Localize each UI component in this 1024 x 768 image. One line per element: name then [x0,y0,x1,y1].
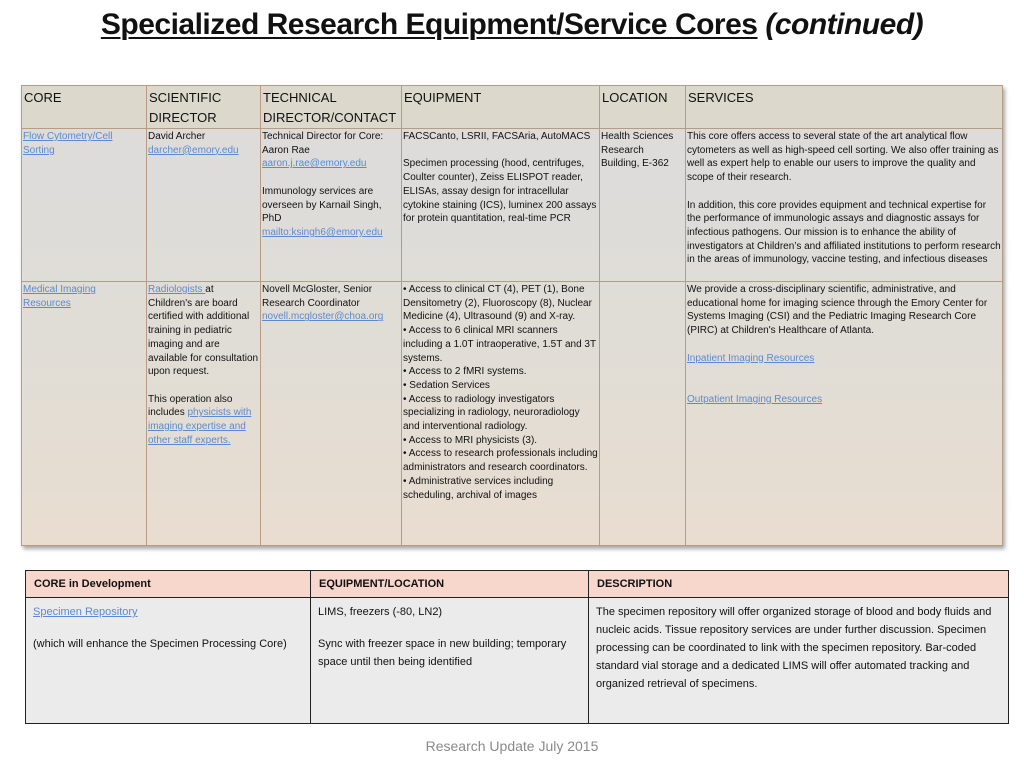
footer-text: Research Update July 2015 [425,738,599,754]
header-scientific-director: SCIENTIFIC DIRECTOR [147,86,261,129]
header-equipment: EQUIPMENT [402,86,600,129]
cell-location [600,282,686,546]
director-name: David Archer [148,131,206,142]
list-item: • Access to radiology investigators specializing in radiology, neuroradiology and interventional radiology. [403,393,580,433]
list-item: • Sedation Services [403,379,490,391]
cores-table-header-row [22,86,1003,129]
table-row-medical-imaging [22,282,1003,546]
services-paragraph-2: In addition, this core provides equipment and technical expertise for the performance of immunologic assays and diagnostic assays for infectious pathogens. Our mission is to enhance the ability of investigators at Children’s and affiliated institutions to perform research in the areas of immunology, vaccine testing, and infectious diseases [687,199,1001,266]
tech-coordinator-text: Novell McGloster, Senior Research Coordinator [262,284,373,309]
cores-table [21,85,1003,546]
services-paragraph-1: This core offers access to several state of the art analytical flow cytometers as well as high-speed cell sorting. We also offer training as well as expert help to enable our users to improve the quality and scope of their research. [687,131,999,184]
description-text: The specimen repository will offer organized storage of blood and body fluids and nucleic acids. Tissue repository services are under further discussion. Specimen processing can be coordinated to link with the specimen repository. Bar-coded standard vial storage and a dedicated LIMS will offer automated tracking and organized retrieval of specimens. [596,606,992,690]
header-equipment-location: EQUIPMENT/LOCATION [311,571,589,598]
cell-equipment-location [311,598,589,724]
tech-director-name: Aaron Rae [262,144,310,156]
cell-technical-director [261,129,402,282]
cell-core [26,598,311,724]
table-row-flow-cytometry [22,129,1003,282]
header-description: DESCRIPTION [589,571,1009,598]
tech-coordinator-email-link[interactable]: novell.mcgloster@choa.org [262,311,384,323]
outpatient-imaging-link[interactable]: Outpatient Imaging Resources [687,393,823,405]
cell-scientific-director [147,129,261,282]
header-services: SERVICES [686,86,1003,129]
inpatient-imaging-link[interactable]: Inpatient Imaging Resources [687,352,815,364]
radiologists-link[interactable]: Radiologists [148,284,206,295]
location-text: Health Sciences Research Building, E-362 [601,131,674,170]
cell-location [600,129,686,282]
list-item: • Administrative services including scheduling, archival of images [403,475,554,501]
physicists-text [148,393,259,448]
equipment-specimen-processing: Specimen processing (hood, centrifuges, Coulter counter), Zeiss ELISPOT reader, ELISAs, assay design for intracellular cytokine staining (ICS), luminex 200 assays for protein quantitation, real-time PCR [403,158,597,225]
page-title-continued: (continued) [765,8,924,41]
cell-scientific-director [147,282,261,546]
header-core: CORE [22,86,147,129]
director-email-link[interactable]: darcher@emory.edu [148,144,239,156]
physicists-link[interactable]: physicists with imaging expertise and other staff experts. [148,407,252,446]
header-location: LOCATION [600,86,686,129]
cell-services [686,129,1003,282]
table-row-specimen-repository [26,598,1009,724]
cell-core [22,282,147,546]
equipment-cytometers: FACSCanto, LSRII, FACSAria, AutoMACS [403,131,591,142]
cell-equipment [402,282,600,546]
cell-technical-director [261,282,402,546]
immunology-oversight-text: Immunology services are overseen by Karnail Singh, PhD [262,185,382,225]
list-item: • Access to 2 fMRI systems. [403,366,527,378]
cell-description [589,598,1009,724]
equipment-text: LIMS, freezers (-80, LN2) [318,606,443,618]
core-note: (which will enhance the Specimen Processing Core) [33,638,287,650]
list-item: • Access to clinical CT (4), PET (1), Bone Densitometry (2), Fluoroscopy (8), Nuclear Medicine (4), Ultrasound (9) and X-ray. [403,284,592,323]
dev-table-header-row [26,571,1009,598]
header-core-in-development: CORE in Development [26,571,311,598]
list-item: • Access to MRI physicists (3). [403,434,538,446]
cores-in-development-table [25,570,1009,724]
physicists-intro: This operation also includes [148,393,233,419]
header-technical-director: TECHNICAL DIRECTOR/CONTACT [261,86,402,129]
page-title [0,8,1024,42]
cell-equipment [402,129,600,282]
specimen-repository-link[interactable]: Specimen Repository [33,606,138,618]
list-item: • Access to research professionals including administrators and research coordinators. [403,448,598,474]
radiologists-text [148,283,259,379]
location-note: Sync with freezer space in new building; temporary space until then being identified [318,638,567,668]
tech-director-title: Technical Director for Core: [262,131,384,142]
ksingh-mailto-link[interactable]: mailto:ksingh6@emory.edu [262,226,383,238]
cell-services [686,282,1003,546]
tech-director-email-link[interactable]: aaron.j.rae@emory.edu [262,158,367,170]
radiologists-description: at Children's are board certified with additional training in pediatric imaging and are available for consultation upon request. [148,284,259,378]
flow-cytometry-link[interactable]: Flow Cytometry/Cell Sorting [23,131,113,156]
list-item: • Access to 6 clinical MRI scanners including a 1.0T intraoperative, 1.5T and 3T systems. [403,325,596,364]
page-title-main: Specialized Research Equipment/Service Cores [100,8,758,41]
services-paragraph: We provide a cross-disciplinary scientific, administrative, and educational home for imaging science through the Emory Center for Systems Imaging (CSI) and the Pediatric Imaging Research Core (PIRC) at Children's Healthcare of Atlanta. [687,284,988,337]
medical-imaging-link[interactable]: Medical Imaging Resources [23,284,96,309]
cell-core [22,129,147,282]
